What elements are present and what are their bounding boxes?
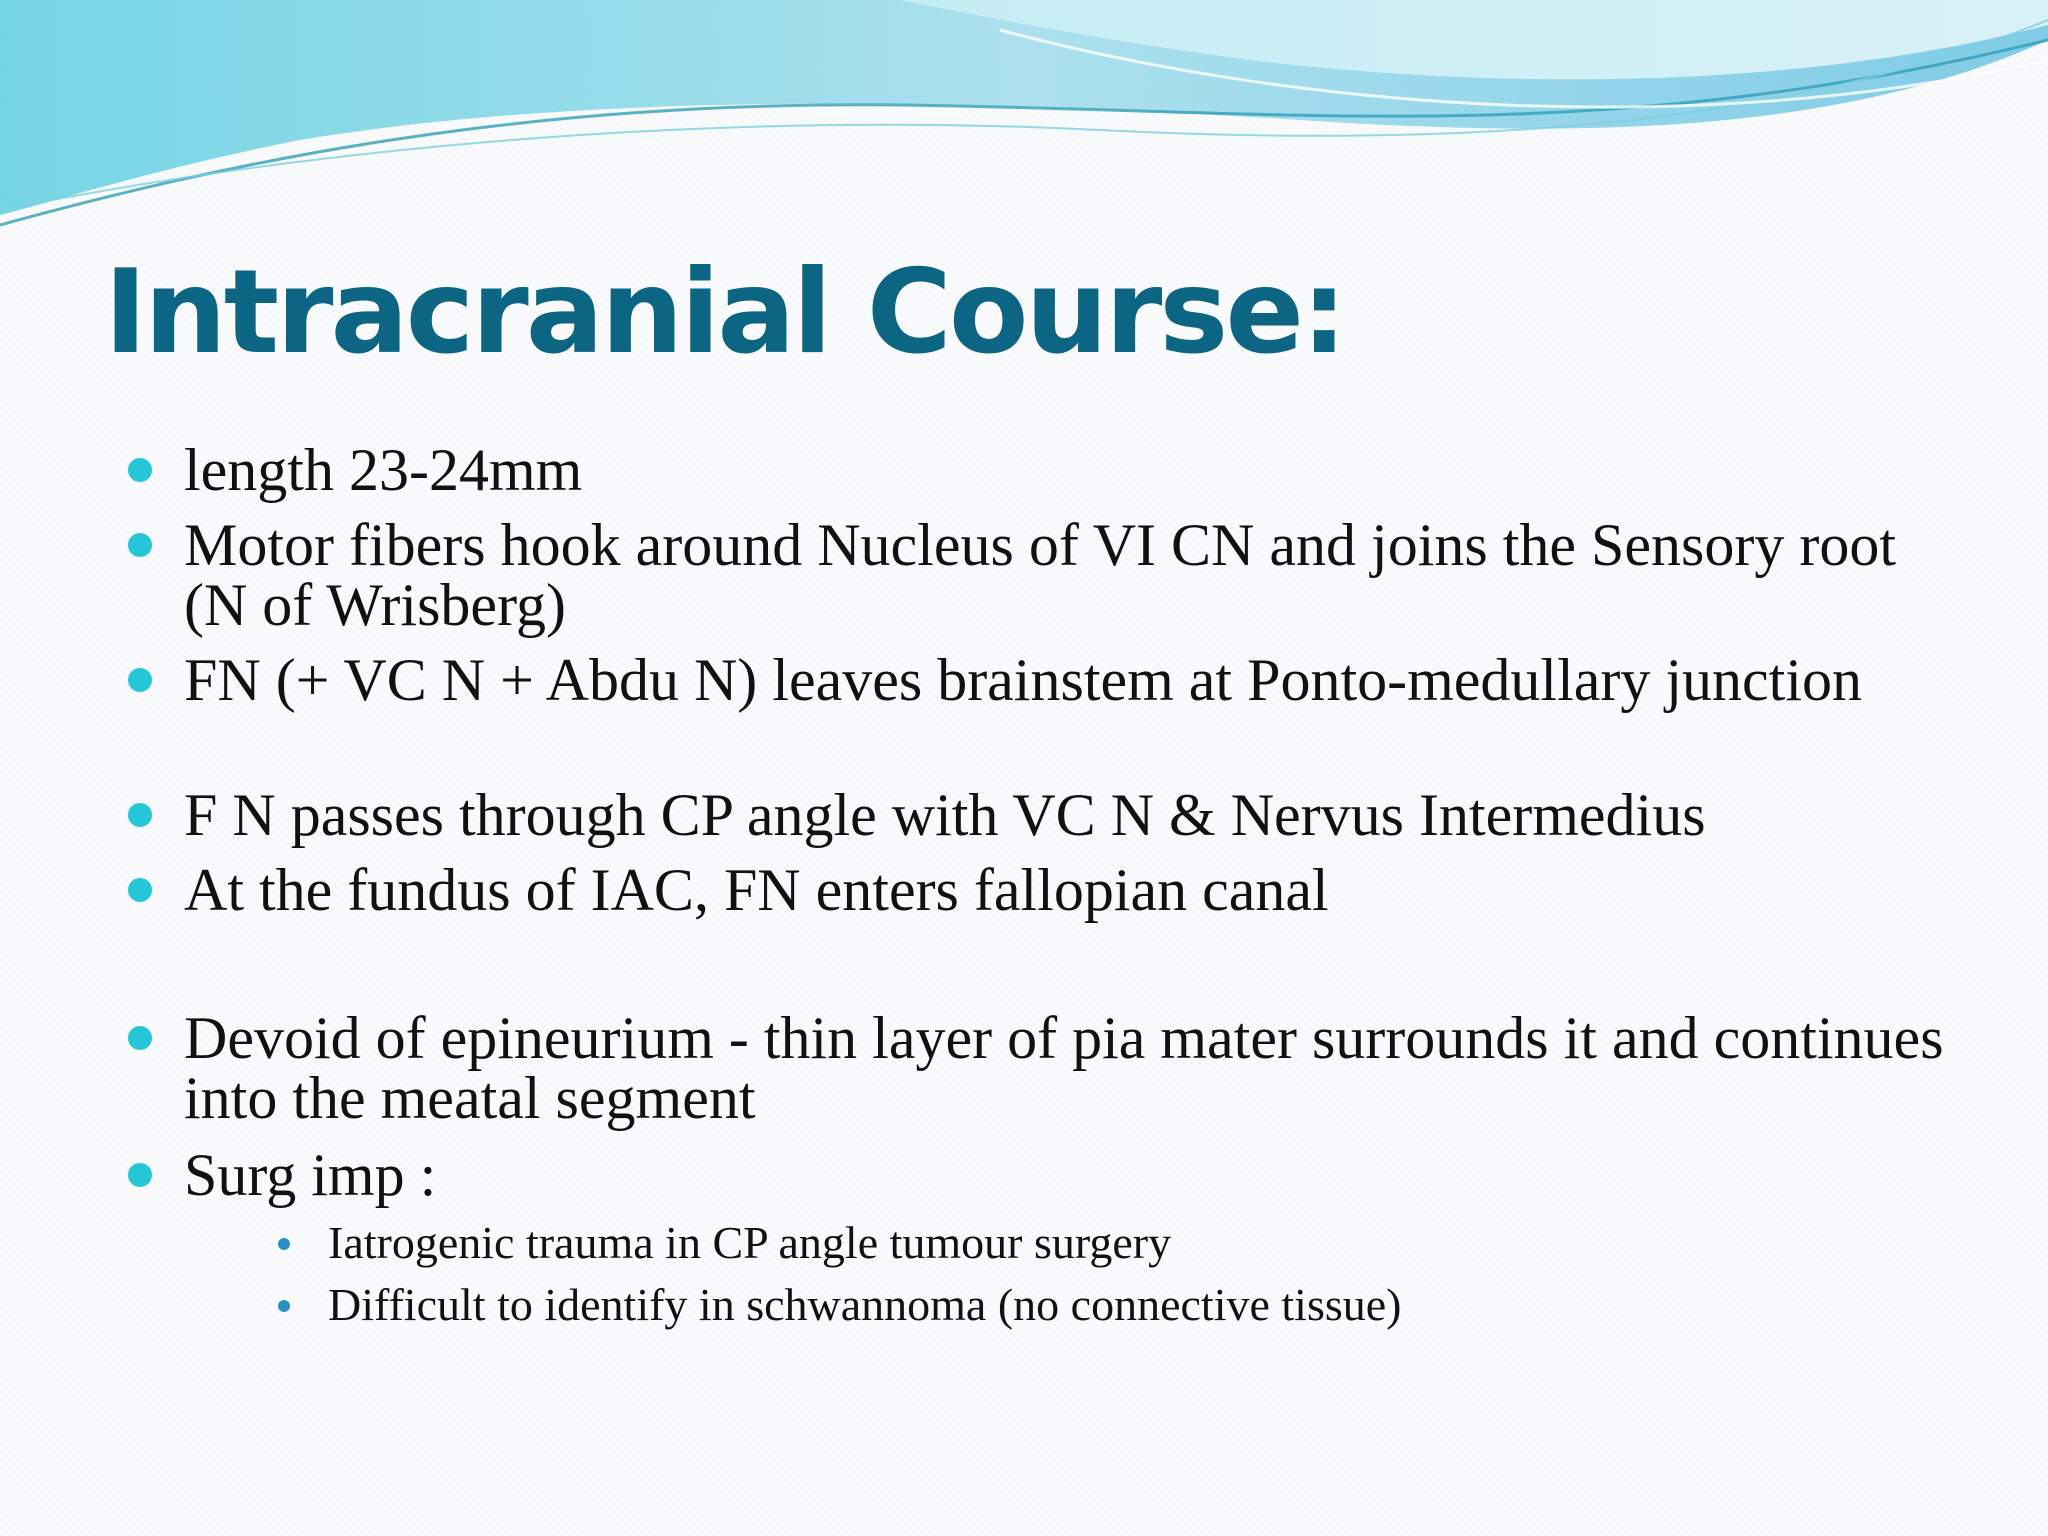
bullet-item <box>184 1005 1944 1131</box>
bullet-dot-icon <box>128 458 152 482</box>
bullet-text: Surg imp : <box>184 1142 437 1208</box>
bullet-dot-icon <box>128 533 152 557</box>
bullet-text: length 23-24mm <box>184 437 583 503</box>
bullet-item <box>184 857 1944 923</box>
bullet-dot-icon <box>128 878 152 902</box>
bullet-item <box>184 437 1944 503</box>
bullet-dot-icon <box>128 668 152 692</box>
sub-bullet-item <box>328 1277 1928 1333</box>
bullet-item <box>184 512 1944 638</box>
bullet-dot-icon <box>128 803 152 827</box>
bullet-text: Devoid of epineurium - thin layer of pia mater surrounds it and continues into the meatal segment <box>184 1005 1944 1131</box>
bullet-item <box>184 782 1944 848</box>
bullet-item <box>184 1142 1944 1208</box>
bullet-dot-icon <box>128 1026 152 1050</box>
sub-bullet-text: Iatrogenic trauma in CP angle tumour surgery <box>328 1217 1172 1268</box>
bullet-text: FN (+ VC N + Abdu N) leaves brainstem at Ponto-medullary junction <box>184 647 1863 713</box>
bullet-text: At the fundus of IAC, FN enters fallopian canal <box>184 857 1329 923</box>
sub-bullet-text: Difficult to identify in schwannoma (no connective tissue) <box>328 1279 1402 1330</box>
sub-bullet-item <box>328 1215 1928 1271</box>
slide-title: Intracranial Course: <box>104 245 1345 380</box>
bullet-item <box>184 647 1944 713</box>
sub-bullet-dot-icon <box>278 1300 290 1312</box>
bullet-text: F N passes through CP angle with VC N & Nervus Intermedius <box>184 782 1706 848</box>
bullet-text: Motor fibers hook around Nucleus of VI CN and joins the Sensory root (N of Wrisberg) <box>184 512 1896 638</box>
sub-bullet-dot-icon <box>278 1238 290 1250</box>
bullet-dot-icon <box>128 1163 152 1187</box>
